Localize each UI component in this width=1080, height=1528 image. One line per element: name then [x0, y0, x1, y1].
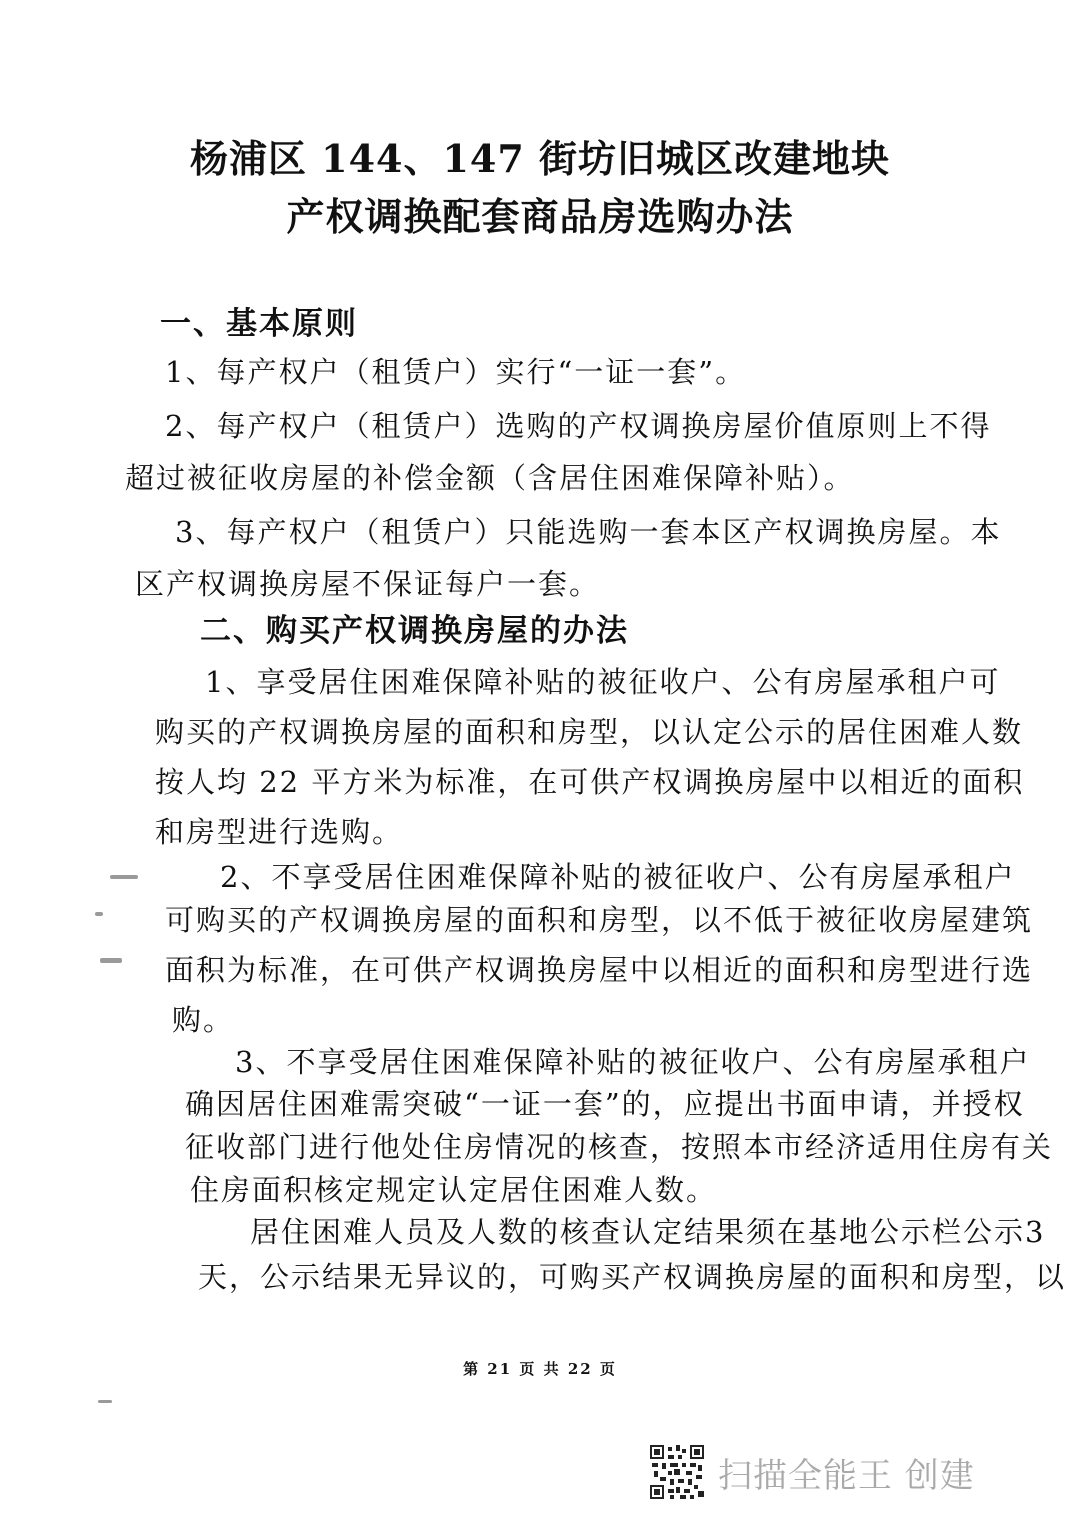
- paragraph-line: 居住困难人员及人数的核查认定结果须在基地公示栏公示3: [250, 1215, 1046, 1249]
- paragraph-line: 1、享受居住困难保障补贴的被征收户、公有房屋承租户可: [205, 665, 1001, 699]
- scan-speck: [100, 958, 122, 963]
- scanner-watermark: [650, 1442, 975, 1502]
- paragraph-line: 住房面积核定规定认定居住困难人数。: [190, 1173, 718, 1207]
- watermark-text: 扫描全能王 创建: [718, 1455, 975, 1496]
- paragraph-line: 按人均 22 平方米为标准，在可供产权调换房屋中以相近的面积: [155, 765, 1025, 799]
- scan-speck: [110, 875, 138, 879]
- paragraph-line: 2、不享受居住困难保障补贴的被征收户、公有房屋承租户: [220, 860, 1016, 894]
- page-number-footer: 第 21 页 共 22 页: [463, 1360, 617, 1378]
- paragraph-line: 和房型进行选购。: [155, 815, 404, 849]
- document-title-line-2: 产权调换配套商品房选购办法: [286, 194, 794, 239]
- paragraph-line: 超过被征收房屋的补偿金额（含居住困难保障补贴）。: [125, 461, 855, 495]
- paragraph-line: 区产权调换房屋不保证每户一套。: [135, 567, 601, 601]
- paragraph-line: 购。: [172, 1003, 235, 1037]
- section-2-heading: 二、购买产权调换房屋的办法: [200, 613, 629, 649]
- paragraph-line: 天，公示结果无异议的，可购买产权调换房屋的面积和房型，以: [198, 1260, 1067, 1294]
- paragraph-line: 面积为标准，在可供产权调换房屋中以相近的面积和房型进行选: [165, 953, 1034, 987]
- document-title-line-1: 杨浦区 144、147 街坊旧城区改建地块: [189, 136, 891, 181]
- qr-code-icon: [650, 1445, 704, 1499]
- paragraph-line: 购买的产权调换房屋的面积和房型，以认定公示的居住困难人数: [155, 715, 1024, 749]
- paragraph-line: 3、不享受居住困难保障补贴的被征收户、公有房屋承租户: [235, 1045, 1031, 1079]
- paragraph-line: 3、每产权户（租赁户）只能选购一套本区产权调换房屋。本: [175, 515, 1002, 549]
- paragraph-line: 确因居住困难需突破“一证一套”的，应提出书面申请，并授权: [185, 1087, 1025, 1121]
- paragraph-line: 1、每产权户（租赁户）实行“一证一套”。: [165, 355, 747, 389]
- paragraph-line: 征收部门进行他处住房情况的核查，按照本市经济适用住房有关: [185, 1130, 1054, 1164]
- paragraph-line: 2、每产权户（租赁户）选购的产权调换房屋价值原则上不得: [165, 409, 992, 443]
- scan-speck: [98, 1400, 112, 1403]
- scan-speck: [95, 912, 103, 916]
- paragraph-line: 可购买的产权调换房屋的面积和房型，以不低于被征收房屋建筑: [165, 903, 1034, 937]
- section-1-heading: 一、基本原则: [160, 306, 358, 342]
